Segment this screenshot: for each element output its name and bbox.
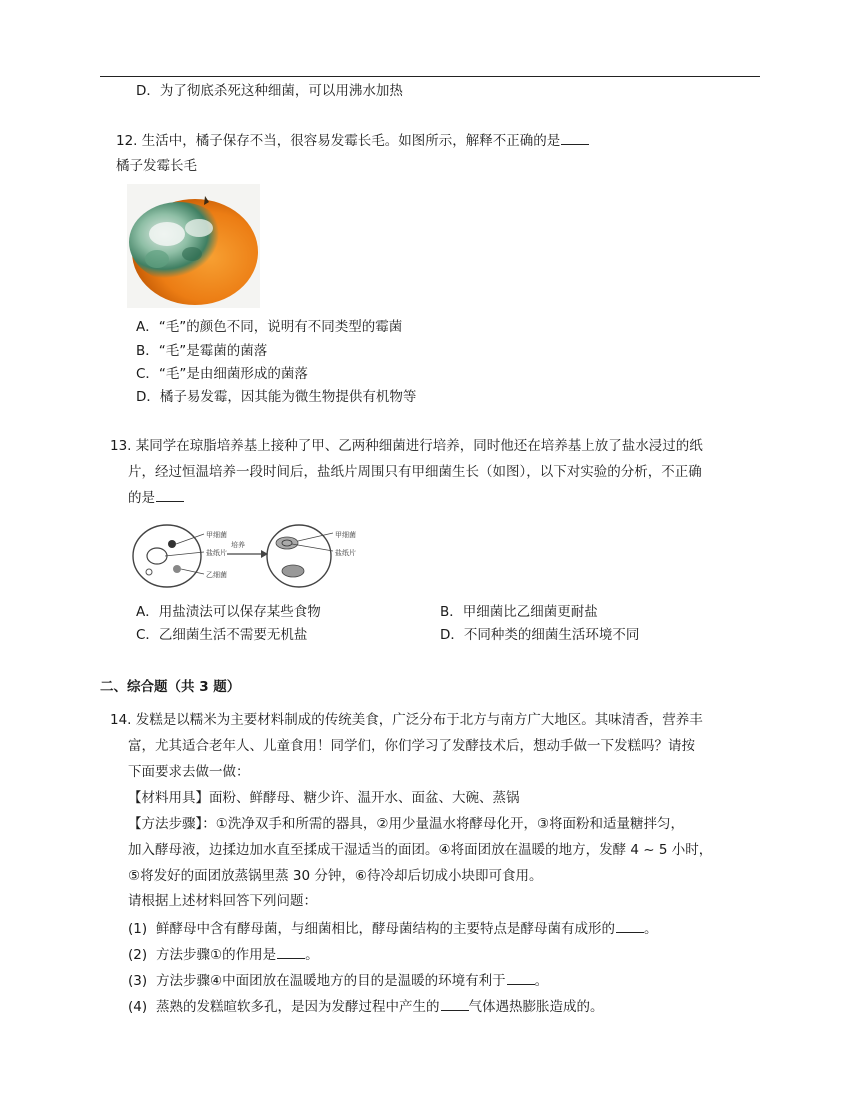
q14-line-5: 【方法步骤】：①洗净双手和所需的器具，②用少量温水将酵母化开，③将面粉和适量糖拌匀， xyxy=(128,816,685,832)
moldy-orange-photo xyxy=(127,184,260,308)
q12-option-c: C．“毛”是由细菌形成的菌落 xyxy=(136,366,308,382)
sub-text-after: 。 xyxy=(534,973,549,989)
q12-option-b: B．“毛”是霉菌的菌落 xyxy=(136,343,268,359)
q13-option-c: C．乙细菌生活不需要无机盐 xyxy=(136,627,308,643)
q13-stem-line2: 片，经过恒温培养一段时间后，盐纸片周围只有甲细菌生长（如图），以下对实验的分析，不正确 xyxy=(128,464,702,480)
answer-blank xyxy=(277,945,305,959)
sub-text-after: 。 xyxy=(305,947,319,963)
q11-option-d: D．为了彻底杀死这种细菌，可以用沸水加热 xyxy=(136,83,403,99)
sub-text: 方法步骤④中面团放在温暖地方的目的是温暖的环境有利于 xyxy=(156,973,506,989)
sub-number: (4) xyxy=(128,999,148,1015)
sub-text: 蒸熟的发糕暄软多孔，是因为发酵过程中产生的 xyxy=(156,999,440,1015)
q14-sub-1 xyxy=(128,919,658,939)
salt-paper-shape xyxy=(147,548,167,564)
answer-blank xyxy=(561,131,589,145)
q12-option-a: A．“毛”的颜色不同，说明有不同类型的霉菌 xyxy=(136,319,403,335)
answer-blank xyxy=(156,488,184,502)
q12-option-d: D．橘子易发霉，因其能为微生物提供有机物等 xyxy=(136,389,417,405)
label-bacteria-a-right: 甲细菌 xyxy=(335,531,356,539)
sub-text: 方法步骤①的作用是 xyxy=(156,947,277,963)
bacteria-b-colony xyxy=(173,565,181,573)
section-title: 二、综合题（共 3 题） xyxy=(100,679,241,695)
q14-sub-4 xyxy=(128,997,604,1017)
petri-dish-figure xyxy=(127,520,357,592)
q13-option-a: A．用盐渍法可以保存某些食物 xyxy=(136,604,321,620)
header-rule xyxy=(100,76,760,77)
q13-option-b: B．甲细菌比乙细菌更耐盐 xyxy=(440,604,598,620)
q14-line-7: ⑤将发好的面团放蒸锅里蒸 30 分钟，⑥待冷却后切成小块即可食用。 xyxy=(128,868,543,884)
answer-blank xyxy=(507,971,535,985)
q13-stem-line1: 13. 某同学在琼脂培养基上接种了甲、乙两种细菌进行培养，同时他还在培养基上放了盐水浸过的纸 xyxy=(110,438,703,454)
right-petri-dish xyxy=(267,525,331,587)
q13-stem-line3 xyxy=(128,488,184,508)
q14-line-4: 【材料用具】面粉、鲜酵母、糖少许、温开水、面盆、大碗、蒸锅 xyxy=(128,790,520,806)
label-bacteria-a: 甲细菌 xyxy=(206,531,227,539)
sub-number: (1) xyxy=(128,921,148,937)
q13-option-d: D．不同种类的细菌生活环境不同 xyxy=(440,627,640,643)
q14-sub-2 xyxy=(128,945,319,965)
q14-line-2: 富，尤其适合老年人、儿童食用！同学们，你们学习了发酵技术后，想动手做一下发糕吗？请按 xyxy=(128,738,695,754)
answer-blank xyxy=(616,919,644,933)
label-salt-paper-right: 盐纸片 xyxy=(335,549,356,557)
sub-text: 鲜酵母中含有酵母菌，与细菌相比，酵母菌结构的主要特点是酵母菌有成形的 xyxy=(156,921,615,937)
q12-stem-text: 12. 生活中，橘子保存不当，很容易发霉长毛。如图所示，解释不正确的是 xyxy=(116,133,561,149)
label-culture: 培养 xyxy=(231,541,245,549)
q12-caption: 橘子发霉长毛 xyxy=(116,158,197,174)
q14-line-3: 下面要求去做一做： xyxy=(128,764,250,780)
sub-number: (3) xyxy=(128,973,148,989)
label-bacteria-b: 乙细菌 xyxy=(206,571,227,579)
sub-text-after: 。 xyxy=(644,921,658,937)
bacteria-colony xyxy=(146,569,152,575)
q12-stem xyxy=(116,131,589,151)
q14-line-6: 加入酵母液，边揉边加水直至揉成干湿适当的面团。④将面团放在温暖的地方，发酵 4 ~ 5 小时， xyxy=(128,842,713,858)
bacteria-growth-lower xyxy=(282,565,304,577)
bacteria-a-colony xyxy=(168,540,176,548)
q14-line-1: 14. 发糕是以糯米为主要材料制成的传统美食，广泛分布于北方与南方广大地区。其味清香，营养丰 xyxy=(110,712,703,728)
sub-text-after: 气体遇热膨胀造成的。 xyxy=(468,999,604,1015)
sub-number: (2) xyxy=(128,947,148,963)
bacteria-a-growth xyxy=(276,537,298,549)
answer-blank xyxy=(441,997,469,1011)
label-salt-paper: 盐纸片 xyxy=(206,549,227,557)
q13-stem-line3-text: 的是 xyxy=(128,490,155,506)
q14-line-8: 请根据上述材料回答下列问题： xyxy=(128,893,317,909)
q14-sub-3 xyxy=(128,971,548,991)
